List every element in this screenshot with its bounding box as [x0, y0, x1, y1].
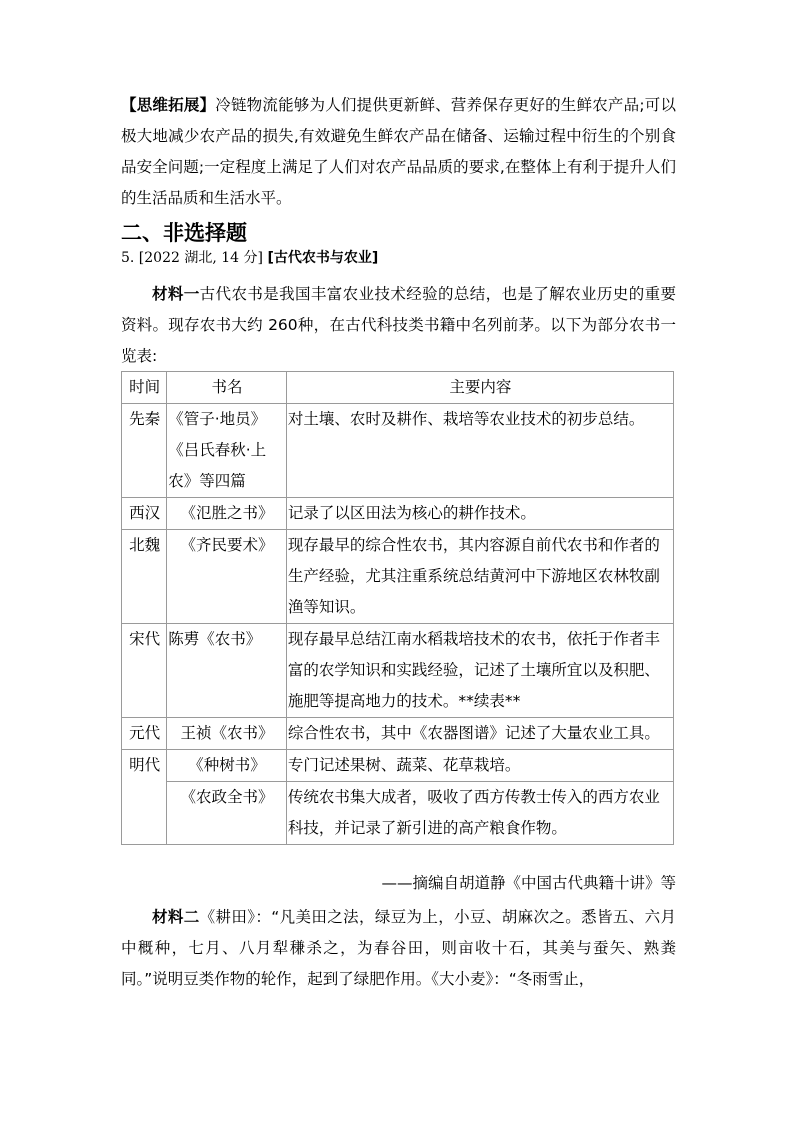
row-book: 《齐民要术》 — [167, 530, 287, 624]
table-row — [122, 498, 674, 530]
row-time: 明代 — [122, 750, 167, 782]
material1-label: 材料一 — [152, 285, 200, 303]
question-prefix: 5. [2022 湖北, 14 分] — [121, 250, 268, 266]
table-row — [122, 718, 674, 750]
material1-text: 古代农书是我国丰富农业技术经验的总结，也是了解农业历史的重要资料。现存农书大约 260种，在古代科技类书籍中名列前茅。以下为部分农书一览表: — [121, 285, 676, 365]
row-book: 《农政全书》 — [167, 782, 287, 845]
thinking-paragraph — [121, 90, 676, 214]
table-row — [122, 530, 674, 624]
row-time: 元代 — [122, 718, 167, 750]
table-row — [122, 404, 674, 498]
table-header-time: 时间 — [122, 372, 167, 404]
row-time — [122, 782, 167, 845]
material1-paragraph — [121, 279, 676, 372]
row-content: 对土壤、农时及耕作、栽培等农业技术的初步总结。 — [286, 404, 673, 498]
row-book: 陈旉《农书》 — [167, 624, 287, 718]
source-citation: ——摘编自胡道静《中国古代典籍十讲》等 — [381, 874, 676, 892]
row-content: 专门记述果树、蔬菜、花草栽培。 — [286, 750, 673, 782]
thinking-label: 【思维拓展】 — [121, 96, 216, 114]
row-book: 《种树书》 — [167, 750, 287, 782]
table-row — [122, 782, 674, 845]
row-content: 现存最早总结江南水稻栽培技术的农书，依托于作者丰富的农学知识和实践经验，记述了土壤所宜以及积肥、施肥等提高地力的技术。**续表** — [286, 624, 673, 718]
row-content: 传统农书集大成者，吸收了西方传教士传入的西方农业科技，并记录了新引进的高产粮食作物。 — [286, 782, 673, 845]
section-title: 二、非选择题 — [121, 221, 247, 245]
table-row — [122, 750, 674, 782]
row-book: 《管子·地员》《吕氏春秋·上农》等四篇 — [167, 404, 287, 498]
row-time: 西汉 — [122, 498, 167, 530]
row-time: 宋代 — [122, 624, 167, 718]
row-time: 先秦 — [122, 404, 167, 498]
agri-books-table — [121, 371, 674, 845]
row-content: 现存最早的综合性农书，其内容源自前代农书和作者的生产经验，尤其注重系统总结黄河中下游地区农林牧副渔等知识。 — [286, 530, 673, 624]
row-content: 综合性农书，其中《农器图谱》记述了大量农业工具。 — [286, 718, 673, 750]
question-header — [121, 246, 378, 270]
material2-label: 材料二 — [152, 908, 200, 926]
table-header-row — [122, 372, 674, 404]
material2-text: 《耕田》：“凡美田之法，绿豆为上，小豆、胡麻次之。悉皆五、六月中穊种，七月、八月犁稴杀之，为春谷田，则亩收十石，其美与蚕矢、熟粪同。”说明豆类作物的轮作，起到了绿肥作用。《大小麦》：“冬雨雪止， — [121, 908, 676, 988]
question-tag: [古代农书与农业] — [267, 250, 379, 266]
table-row — [122, 624, 674, 718]
row-book: 王祯《农书》 — [167, 718, 287, 750]
thinking-text: 冷链物流能够为人们提供更新鲜、营养保存更好的生鲜农产品;可以极大地减少农产品的损失,有效避免生鲜农产品在储备、运输过程中衍生的个别食品安全问题;一定程度上满足了人们对农产品品质的要求,在整体上有利于提升人们的生活品质和生活水平。 — [121, 96, 676, 207]
table-header-content: 主要内容 — [286, 372, 673, 404]
row-time: 北魏 — [122, 530, 167, 624]
material2-paragraph — [121, 902, 676, 995]
row-book: 《氾胜之书》 — [167, 498, 287, 530]
table-header-book: 书名 — [167, 372, 287, 404]
row-content: 记录了以区田法为核心的耕作技术。 — [286, 498, 673, 530]
